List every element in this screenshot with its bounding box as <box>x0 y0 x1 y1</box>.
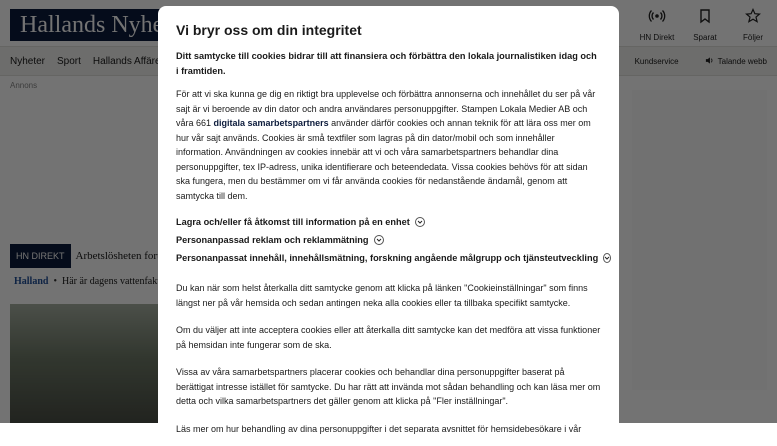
partners-link[interactable]: digitala samarbetspartners <box>213 118 329 128</box>
dialog-lead: Ditt samtycke till cookies bidrar till att finansiera och förbättra den lokala journalistiken idag och i framtiden. <box>176 51 597 76</box>
purpose-label: Lagra och/eller få åtkomst till information på en enhet <box>176 217 410 227</box>
dialog-intro-paragraph <box>176 87 601 203</box>
purpose-content-toggle[interactable] <box>176 249 601 267</box>
chevron-down-icon <box>415 217 425 227</box>
purpose-storage-toggle[interactable] <box>176 213 601 231</box>
read-more-paragraph: Läs mer om hur behandling av dina personuppgifter i det separata avsnittet för hemsidebesökare i vår <box>176 423 582 434</box>
withdraw-paragraph: Du kan när som helst återkalla ditt samtycke genom att klicka på länken "Cookieinställningar" som finns längst ner på vår hemsida och sedan antingen neka alla cookies eller ta tillbaka specifikt samtycke. <box>176 283 588 308</box>
consent-dialog <box>158 6 619 446</box>
legitimate-interest-paragraph: Vissa av våra samarbetspartners placerar cookies och behandlar dina personuppgifter baserat på berättigat intresse istället för samtycke. Du har rätt att invända mot sådan behandling och kan läsa mer om detta och vilka samarbetspartners det gäller genom att klicka på "Fler inställningar". <box>176 367 601 406</box>
purpose-ads-toggle[interactable] <box>176 231 601 249</box>
intro-text-a: För att vi ska kunna ge dig en riktigt bra upplevelse och förbättra annonserna och innehållet du ser på vår sajt är vi beroende av din dator och andra användares personuppgifter. Stampen Lokala Medier AB och våra 661 <box>176 89 596 128</box>
purpose-list <box>176 213 601 267</box>
dialog-title: Vi bryr oss om din integritet <box>176 22 362 38</box>
purpose-label: Personanpassat innehåll, innehållsmätning, forskning angående målgrupp och tjänsteutveckling <box>176 253 599 263</box>
purpose-label: Personanpassad reklam och reklammätning <box>176 235 369 245</box>
decline-paragraph: Om du väljer att inte acceptera cookies eller att återkalla ditt samtycke kan det medföra att vissa funktioner på hemsidan inte fungerar som de ska. <box>176 325 601 350</box>
intro-text-b: använder därför cookies och annan teknik för att lära oss mer om hur vår sajt används. Cookies är små textfiler som lagras på din dator/mobil och som innehåller information. Användningen av cookies innebär att vi och våra samarbetspartners behandlar dina personuppgifter, tex IP-adress, unika identifierare och beteendedata. Vissa cookies behövs för att sidan ska fungera, men du bestämmer om vi får använda cookies för nedanstående ändamål, genom att samtycka till dem. <box>176 118 591 201</box>
chevron-down-icon <box>603 253 611 263</box>
chevron-down-icon <box>374 235 384 245</box>
